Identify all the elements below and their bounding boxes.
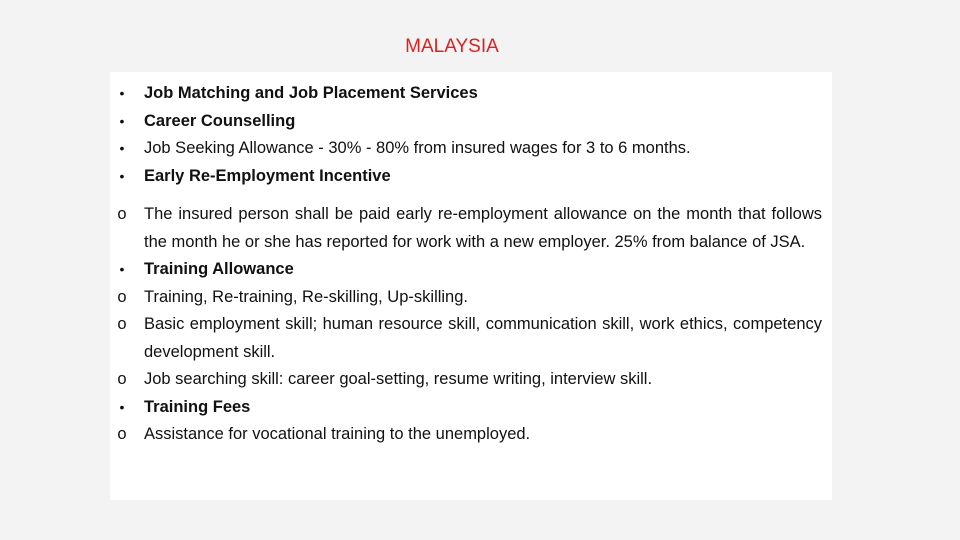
bullet-list (110, 80, 832, 449)
list-item (110, 421, 832, 449)
page-title: MALAYSIA (405, 36, 499, 57)
spacer (110, 190, 832, 201)
bullet-icon: • (119, 112, 125, 129)
bullet-icon: • (119, 167, 125, 184)
list-item-text: The insured person shall be paid early re-employment allowance on the month that follows the month he or she has reported for work with a new employer. 25% from balance of JSA. (144, 205, 822, 251)
sub-bullet-icon: o (117, 287, 127, 306)
list-item-text: Training Allowance (144, 260, 294, 278)
list-item (110, 394, 832, 422)
list-item (110, 135, 832, 163)
content-box (110, 72, 832, 500)
list-item (110, 366, 832, 394)
list-item-text: Training Fees (144, 397, 251, 416)
list-item (110, 284, 832, 312)
list-item-text: Job Seeking Allowance - 30% - 80% from insured wages for 3 to 6 months. (144, 139, 691, 157)
sub-bullet-icon: o (117, 425, 127, 443)
list-item (110, 108, 832, 136)
list-item (110, 311, 832, 366)
list-item (110, 80, 832, 108)
bullet-icon: • (119, 85, 125, 101)
bullet-icon: • (119, 261, 125, 277)
list-item-text: Training, Re-training, Re-skilling, Up-skilling. (144, 287, 468, 306)
sub-bullet-icon: o (117, 370, 127, 388)
bullet-icon: • (119, 398, 125, 415)
list-item-text: Assistance for vocational training to the unemployed. (144, 425, 531, 443)
sub-bullet-icon: o (117, 315, 127, 333)
list-item-text: Basic employment skill; human resource skill, communication skill, work ethics, competency development skill. (144, 315, 822, 361)
bullet-icon: • (119, 140, 125, 156)
list-item-text: Career Counselling (144, 111, 296, 130)
list-item (110, 163, 832, 191)
list-item-text: Job searching skill: career goal-setting, resume writing, interview skill. (144, 370, 653, 388)
list-item (110, 256, 832, 284)
list-item (110, 201, 832, 256)
list-item-text: Job Matching and Job Placement Services (144, 84, 478, 102)
sub-bullet-icon: o (117, 205, 127, 223)
list-item-text: Early Re-Employment Incentive (144, 166, 391, 185)
